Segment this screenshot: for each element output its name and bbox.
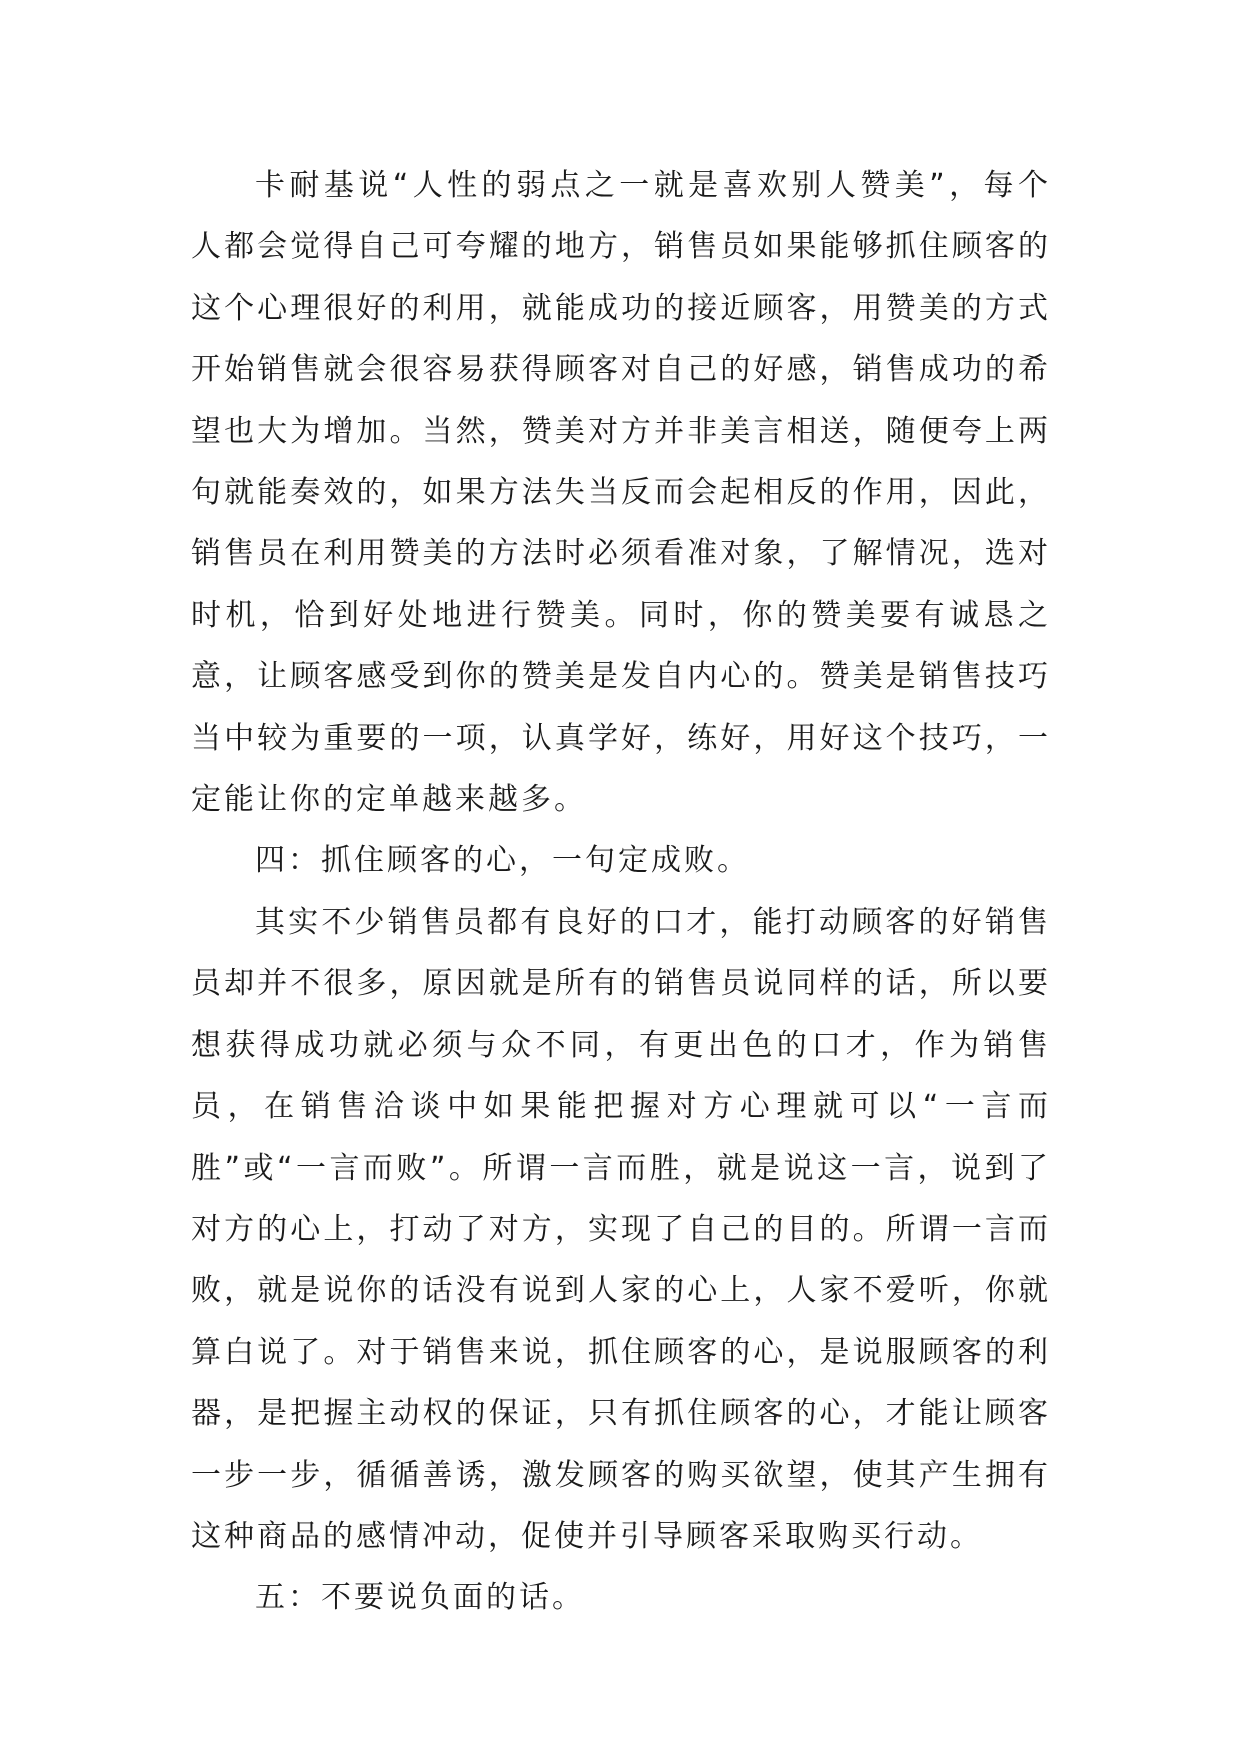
paragraph-win-customer-heart: 其实不少销售员都有良好的口才，能打动顾客的好销售员却并不很多，原因就是所有的销售员说同样的话，所以要想获得成功就必须与众不同，有更出色的口才，作为销售员，在销售洽谈中如果能把握对方心理就可以“一言而胜”或“一言而败”。所谓一言而胜，就是说这一言，说到了对方的心上，打动了对方，实现了自己的目的。所谓一言而败，就是说你的话没有说到人家的心上，人家不爱听，你就算白说了。对于销售来说，抓住顾客的心，是说服顾客的利器，是把握主动权的保证，只有抓住顾客的心，才能让顾客一步一步，循循善诱，激发顾客的购买欲望，使其产生拥有这种商品的感情冲动，促使并引导顾客采取购买行动。 [191, 904, 1051, 1554]
section-heading-four: 四：抓住顾客的心，一句定成败。 [255, 843, 750, 879]
document-body [191, 155, 1051, 1629]
section-heading-five: 五：不要说负面的话。 [255, 1580, 585, 1616]
paragraph-praise-technique: 卡耐基说“人性的弱点之一就是喜欢别人赞美”，每个人都会觉得自己可夸耀的地方，销售员如果能够抓住顾客的这个心理很好的利用，就能成功的接近顾客，用赞美的方式开始销售就会很容易获得顾客对自己的好感，销售成功的希望也大为增加。当然，赞美对方并非美言相送，随便夸上两句就能奏效的，如果方法失当反而会起相反的作用，因此，销售员在利用赞美的方法时必须看准对象，了解情况，选对时机，恰到好处地进行赞美。同时，你的赞美要有诚恳之意，让顾客感受到你的赞美是发自内心的。赞美是销售技巧当中较为重要的一项，认真学好，练好，用好这个技巧，一定能让你的定单越来越多。 [191, 168, 1051, 818]
